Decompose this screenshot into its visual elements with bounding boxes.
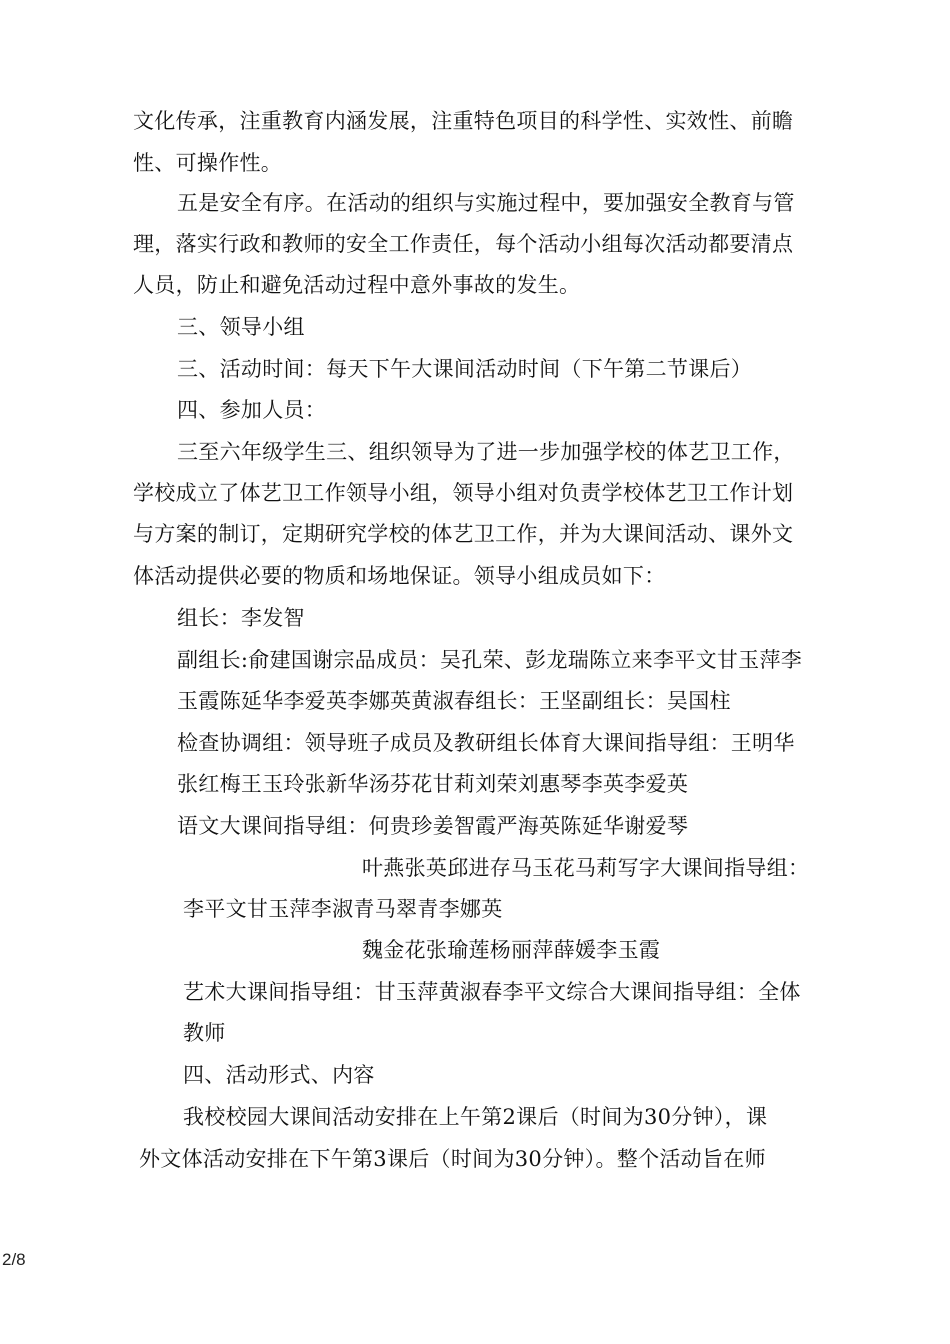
- text-line: 三至六年级学生三、组织领导为了进一步加强学校的体艺卫工作，: [177, 440, 795, 464]
- text-line: 学校成立了体艺卫工作领导小组，领导小组对负责学校体艺卫工作计划: [133, 481, 794, 505]
- text-line: 理，落实行政和教师的安全工作责任，每个活动小组每次活动都要清点: [133, 232, 794, 256]
- text-line: 与方案的制订，定期研究学校的体艺卫工作，并为大课间活动、课外文: [133, 522, 794, 546]
- text-line: 外文体活动安排在下午第3课后（时间为30分钟）。整个活动旨在师: [139, 1147, 766, 1171]
- text-line: 玉霞陈延华李爱英李娜英黄淑春组长：王坚副组长：吴国柱: [177, 689, 731, 713]
- text-line: 教师: [183, 1021, 226, 1045]
- section-heading: 四、参加人员：: [177, 398, 327, 422]
- text-line: 叶燕张英邱进存马玉花马莉写字大课间指导组：: [362, 856, 810, 880]
- section-heading: 四、活动形式、内容: [183, 1063, 375, 1087]
- text-line: 性、可操作性。: [133, 151, 283, 175]
- text-line: 五是安全有序。在活动的组织与实施过程中，要加强安全教育与管: [177, 191, 795, 215]
- text-line: 文化传承，注重教育内涵发展，注重特色项目的科学性、实效性、前瞻: [133, 109, 794, 133]
- text-line: 检查协调组：领导班子成员及教研组长体育大课间指导组：王明华: [177, 731, 795, 755]
- text-line: 副组长:俞建国谢宗品成员：吴孔荣、彭龙瑞陈立来李平文甘玉萍李: [177, 648, 803, 672]
- text-line: 语文大课间指导组：何贵珍姜智霞严海英陈延华谢爱琴: [177, 814, 689, 838]
- text-line: 艺术大课间指导组：甘玉萍黄淑春李平文综合大课间指导组：全体: [183, 980, 801, 1004]
- text-line: 组长：李发智: [177, 606, 305, 630]
- text-line: 体活动提供必要的物质和场地保证。领导小组成员如下：: [133, 564, 666, 588]
- page-number: 2/8: [2, 1250, 26, 1269]
- text-line: 人员，防止和避免活动过程中意外事故的发生。: [133, 273, 581, 297]
- text-line: 我校校园大课间活动安排在上午第2课后（时间为30分钟），课: [183, 1105, 768, 1129]
- text-line: 张红梅王玉玲张新华汤芬花甘莉刘荣刘惠琴李英李爱英: [177, 772, 689, 796]
- section-heading: 三、活动时间：每天下午大课间活动时间（下午第二节课后）: [177, 357, 753, 381]
- section-heading: 三、领导小组: [177, 315, 305, 339]
- text-line: 李平文甘玉萍李淑青马翠青李娜英: [183, 897, 503, 921]
- text-line: 魏金花张瑜莲杨丽萍薛媛李玉霞: [362, 938, 661, 962]
